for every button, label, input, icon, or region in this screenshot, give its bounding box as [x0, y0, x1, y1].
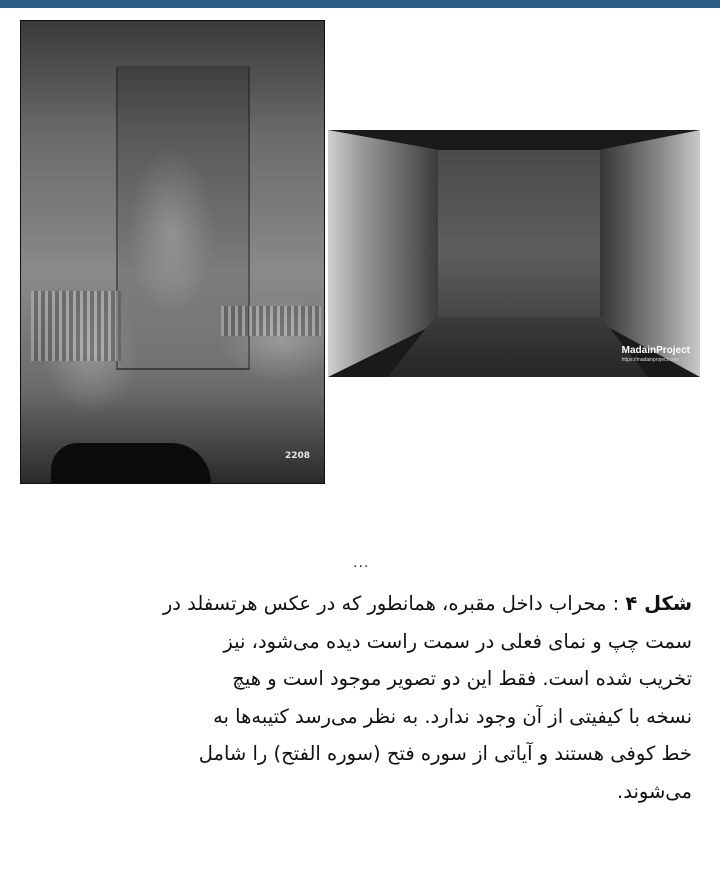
inscription-band-left	[31, 291, 121, 361]
watermark-url: https://madainproject.com	[621, 357, 679, 363]
ellipsis: ...	[353, 555, 370, 571]
herzfeld-archival-photo	[20, 20, 325, 484]
top-bar	[0, 0, 720, 8]
back-wall	[433, 150, 603, 320]
caption-line-6: می‌شوند.	[617, 779, 692, 803]
caption-line-4: نسخه با کیفیتی از آن وجود ندارد. به نظر می‌رسد کتیبه‌ها به	[213, 704, 692, 728]
caption-line-5: خط کوفی هستند و آیاتی از سوره فتح (سوره الفتح) را شامل	[198, 742, 692, 765]
figure-label: شکل ۴	[625, 592, 692, 615]
current-view-photo	[328, 130, 700, 377]
caption-line-1	[18, 585, 692, 623]
figure-caption	[18, 585, 692, 810]
dark-foreground-rock	[51, 443, 211, 483]
madainproject-watermark	[622, 345, 690, 363]
watermark-title: MadainProject	[621, 345, 690, 356]
caption-line-3: تخریب شده است. فقط این دو تصویر موجود است و هیچ	[232, 667, 692, 690]
caption-line-1-text: : محراب داخل مقبره، همانطور که در عکس هرتسفلد در	[162, 592, 626, 615]
caption-line-2: سمت چپ و نمای فعلی در سمت راست دیده می‌شود، نیز	[223, 629, 692, 653]
negative-number: 2208	[284, 451, 310, 461]
inscription-band-right	[221, 306, 321, 336]
